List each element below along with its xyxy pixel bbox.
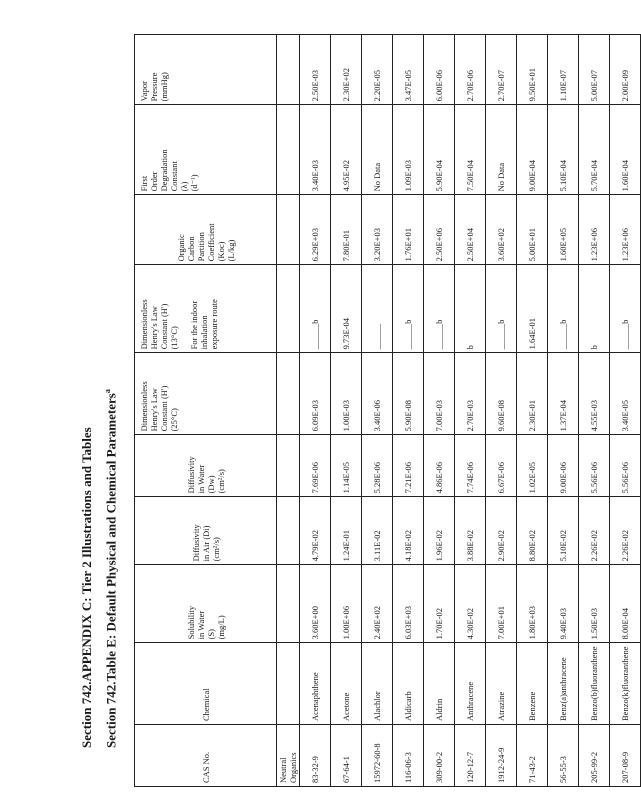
- table-cell: 6.03E+03: [393, 565, 424, 643]
- table-title: [103, 389, 119, 748]
- table-cell: 1.24E-01: [331, 497, 362, 565]
- header-degradation-constant: First Order Degradation Constant (λ) (d⁻¹): [135, 105, 277, 195]
- table-title-text: Section 742.Table E: Default Physical and Chemical Parameters: [103, 393, 119, 748]
- table-cell: 2.26E-02: [610, 497, 641, 565]
- table-cell: 6.00E-06: [424, 35, 455, 105]
- chemical-name-cell: Benzo(k)fluoranthene: [610, 643, 641, 725]
- cas-number-cell: 1912-24-9: [486, 725, 517, 787]
- table-cell: 2.20E-05: [362, 35, 393, 105]
- table-cell: 8.80E-02: [517, 497, 548, 565]
- table-cell: [277, 353, 300, 435]
- table-cell: 8.00E-04: [610, 565, 641, 643]
- table-cell: ______b: [424, 265, 455, 353]
- table-cell: 1.10E-07: [548, 35, 579, 105]
- table-cell: 7.69E-06: [300, 435, 331, 497]
- table-cell: 5.56E-06: [579, 435, 610, 497]
- header-vapor-pressure: Vapor Pressure (mmHg): [135, 35, 277, 105]
- table-cell: 3.11E-02: [362, 497, 393, 565]
- table-cell: 3.88E-02: [455, 497, 486, 565]
- table-cell: ______: [362, 265, 393, 353]
- header-henrys-13c: Dimensionless Henry's Law Constant (H') (13°C) For the indoor inhalation exposure route: [135, 265, 277, 353]
- table-cell: 3.60E+00: [300, 565, 331, 643]
- chemical-name-cell: Benz(a)anthracene: [548, 643, 579, 725]
- table-cell: 2.00E-09: [610, 35, 641, 105]
- table-cell: 1.64E-01: [517, 265, 548, 353]
- table-cell: 1.09E-03: [393, 105, 424, 195]
- table-title-footnote-mark: a: [103, 389, 112, 394]
- table-row: [486, 35, 517, 787]
- table-cell: 4.30E-02: [455, 565, 486, 643]
- table-cell: 9.00E-04: [517, 105, 548, 195]
- table-cell: 2.70E-03: [455, 353, 486, 435]
- table-cell: 2.26E-02: [579, 497, 610, 565]
- header-diffusivity-air: Diffusivity in Air (Di) (cm²/s): [135, 497, 277, 565]
- table-cell: [277, 265, 300, 353]
- parameters-table: [134, 34, 641, 787]
- table-cell: 1.76E+01: [393, 195, 424, 265]
- table-cell: No Data: [486, 105, 517, 195]
- table-cell: 9.40E-03: [548, 565, 579, 643]
- table-cell: b: [455, 265, 486, 353]
- table-cell: 1.37E-04: [548, 353, 579, 435]
- table-cell: [277, 105, 300, 195]
- table-cell: 9.60E-08: [486, 353, 517, 435]
- chemical-name-cell: Acenaphthene: [300, 643, 331, 725]
- table-row: [579, 35, 610, 787]
- cas-number-cell: 120-12-7: [455, 725, 486, 787]
- cas-number-cell: 207-08-9: [610, 725, 641, 787]
- header-diffusivity-water: Diffusivity in Water (Dw) (cm²/s): [135, 435, 277, 497]
- table-cell: 4.79E-02: [300, 497, 331, 565]
- table-cell: 1.00E-03: [331, 353, 362, 435]
- table-cell: 2.50E+06: [424, 195, 455, 265]
- table-cell: 3.47E-05: [393, 35, 424, 105]
- table-cell: 5.56E-06: [610, 435, 641, 497]
- table-body: [300, 35, 641, 787]
- table-cell: 4.95E-02: [331, 105, 362, 195]
- header-henrys-25c: Dimensionless Henry's Law Constant (H') (25°C): [135, 353, 277, 435]
- table-cell: 2.30E+02: [331, 35, 362, 105]
- table-cell: 9.73E-04: [331, 265, 362, 353]
- chemical-name-cell: Acetone: [331, 643, 362, 725]
- table-cell: 6.29E+03: [300, 195, 331, 265]
- chemical-name-cell: Aldrin: [424, 643, 455, 725]
- cas-number-cell: 15972-60-8: [362, 725, 393, 787]
- table-cell: ______b: [610, 265, 641, 353]
- table-cell: 7.21E-06: [393, 435, 424, 497]
- table-row: [610, 35, 641, 787]
- table-row: [362, 35, 393, 787]
- table-cell: 6.67E-06: [486, 435, 517, 497]
- table-cell: 7.74E-06: [455, 435, 486, 497]
- table-cell: 2.50E+04: [455, 195, 486, 265]
- chemical-name-cell: Atrazine: [486, 643, 517, 725]
- table-cell: 1.96E-02: [424, 497, 455, 565]
- chemical-name-cell: Alachlor: [362, 643, 393, 725]
- table-cell: 5.90E-08: [393, 353, 424, 435]
- table-cell: b: [579, 265, 610, 353]
- table-cell: 6.09E-03: [300, 353, 331, 435]
- table-cell: [277, 565, 300, 643]
- table-cell: 4.86E-06: [424, 435, 455, 497]
- table-cell: [277, 497, 300, 565]
- cas-number-cell: 309-00-2: [424, 725, 455, 787]
- cas-number-cell: 71-43-2: [517, 725, 548, 787]
- table-cell: 4.18E-02: [393, 497, 424, 565]
- table-cell: 3.40E-03: [300, 105, 331, 195]
- table-cell: 9.00E-06: [548, 435, 579, 497]
- table-cell: 5.90E-04: [424, 105, 455, 195]
- table-cell: 5.10E-04: [548, 105, 579, 195]
- table-cell: 2.70E-07: [486, 35, 517, 105]
- group-label: Neutral Organics: [277, 725, 300, 787]
- cas-number-cell: 67-64-1: [331, 725, 362, 787]
- table-cell: 2.50E-03: [300, 35, 331, 105]
- header-koc: Organic Carbon Partition Coefficient (Koc) (L/kg): [135, 195, 277, 265]
- header-solubility: Solubility in Water (S) (mg/L): [135, 565, 277, 643]
- table-cell: 1.23E+06: [579, 195, 610, 265]
- table-row: [455, 35, 486, 787]
- table-group-row: [277, 35, 300, 787]
- chemical-name-cell: Aldicarb: [393, 643, 424, 725]
- chemical-name-cell: Benzene: [517, 643, 548, 725]
- table-cell: 5.00E+01: [517, 195, 548, 265]
- table-cell: 1.14E-05: [331, 435, 362, 497]
- cas-number-cell: 116-06-3: [393, 725, 424, 787]
- table-row: [300, 35, 331, 787]
- table-cell: ______b: [300, 265, 331, 353]
- cas-number-cell: 83-32-9: [300, 725, 331, 787]
- table-cell: 1.23E+06: [610, 195, 641, 265]
- table-cell: ______b: [486, 265, 517, 353]
- table-cell: 2.40E+02: [362, 565, 393, 643]
- chemical-name-cell: Benzo(b)fluoranthene: [579, 643, 610, 725]
- table-cell: 7.00E+01: [486, 565, 517, 643]
- table-cell: 1.02E-05: [517, 435, 548, 497]
- table-cell: 1.60E+05: [548, 195, 579, 265]
- table-cell: 7.80E-01: [331, 195, 362, 265]
- table-cell: [277, 35, 300, 105]
- table-cell: 7.00E-03: [424, 353, 455, 435]
- table-cell: 3.60E+02: [486, 195, 517, 265]
- table-cell: 5.28E-06: [362, 435, 393, 497]
- table-cell: 3.20E+03: [362, 195, 393, 265]
- table-cell: [277, 435, 300, 497]
- table-row: [517, 35, 548, 787]
- table-row: [548, 35, 579, 787]
- table-cell: 4.55E-03: [579, 353, 610, 435]
- table-cell: 5.10E-02: [548, 497, 579, 565]
- table-cell: ______b: [548, 265, 579, 353]
- table-cell: 2.90E-02: [486, 497, 517, 565]
- table-cell: 3.40E-05: [610, 353, 641, 435]
- table-cell: 1.70E-02: [424, 565, 455, 643]
- table-cell: 2.70E-06: [455, 35, 486, 105]
- chemical-name-cell: Anthracene: [455, 643, 486, 725]
- table-cell: 1.00E+06: [331, 565, 362, 643]
- table-cell: No Data: [362, 105, 393, 195]
- table-row: [393, 35, 424, 787]
- section-title: Section 742.APPENDIX C: Tier 2 Illustrations and Tables: [79, 427, 94, 748]
- table-cell: 7.50E-04: [455, 105, 486, 195]
- table-row: [424, 35, 455, 787]
- table-cell: 2.30E-01: [517, 353, 548, 435]
- table-cell: 5.00E-07: [579, 35, 610, 105]
- header-chemical: Chemical: [135, 643, 277, 725]
- table-header-row: [135, 35, 277, 787]
- table-cell: ______b: [393, 265, 424, 353]
- cas-number-cell: 205-99-2: [579, 725, 610, 787]
- table-cell: 5.70E-04: [579, 105, 610, 195]
- cas-number-cell: 56-55-3: [548, 725, 579, 787]
- table-cell: 1.60E-04: [610, 105, 641, 195]
- table-cell: 1.50E-03: [579, 565, 610, 643]
- header-cas-no: CAS No.: [135, 725, 277, 787]
- table-cell: [277, 195, 300, 265]
- table-cell: 1.80E+03: [517, 565, 548, 643]
- table-row: [331, 35, 362, 787]
- table-cell: 3.40E-06: [362, 353, 393, 435]
- table-cell: [277, 643, 300, 725]
- table-cell: 9.50E+01: [517, 35, 548, 105]
